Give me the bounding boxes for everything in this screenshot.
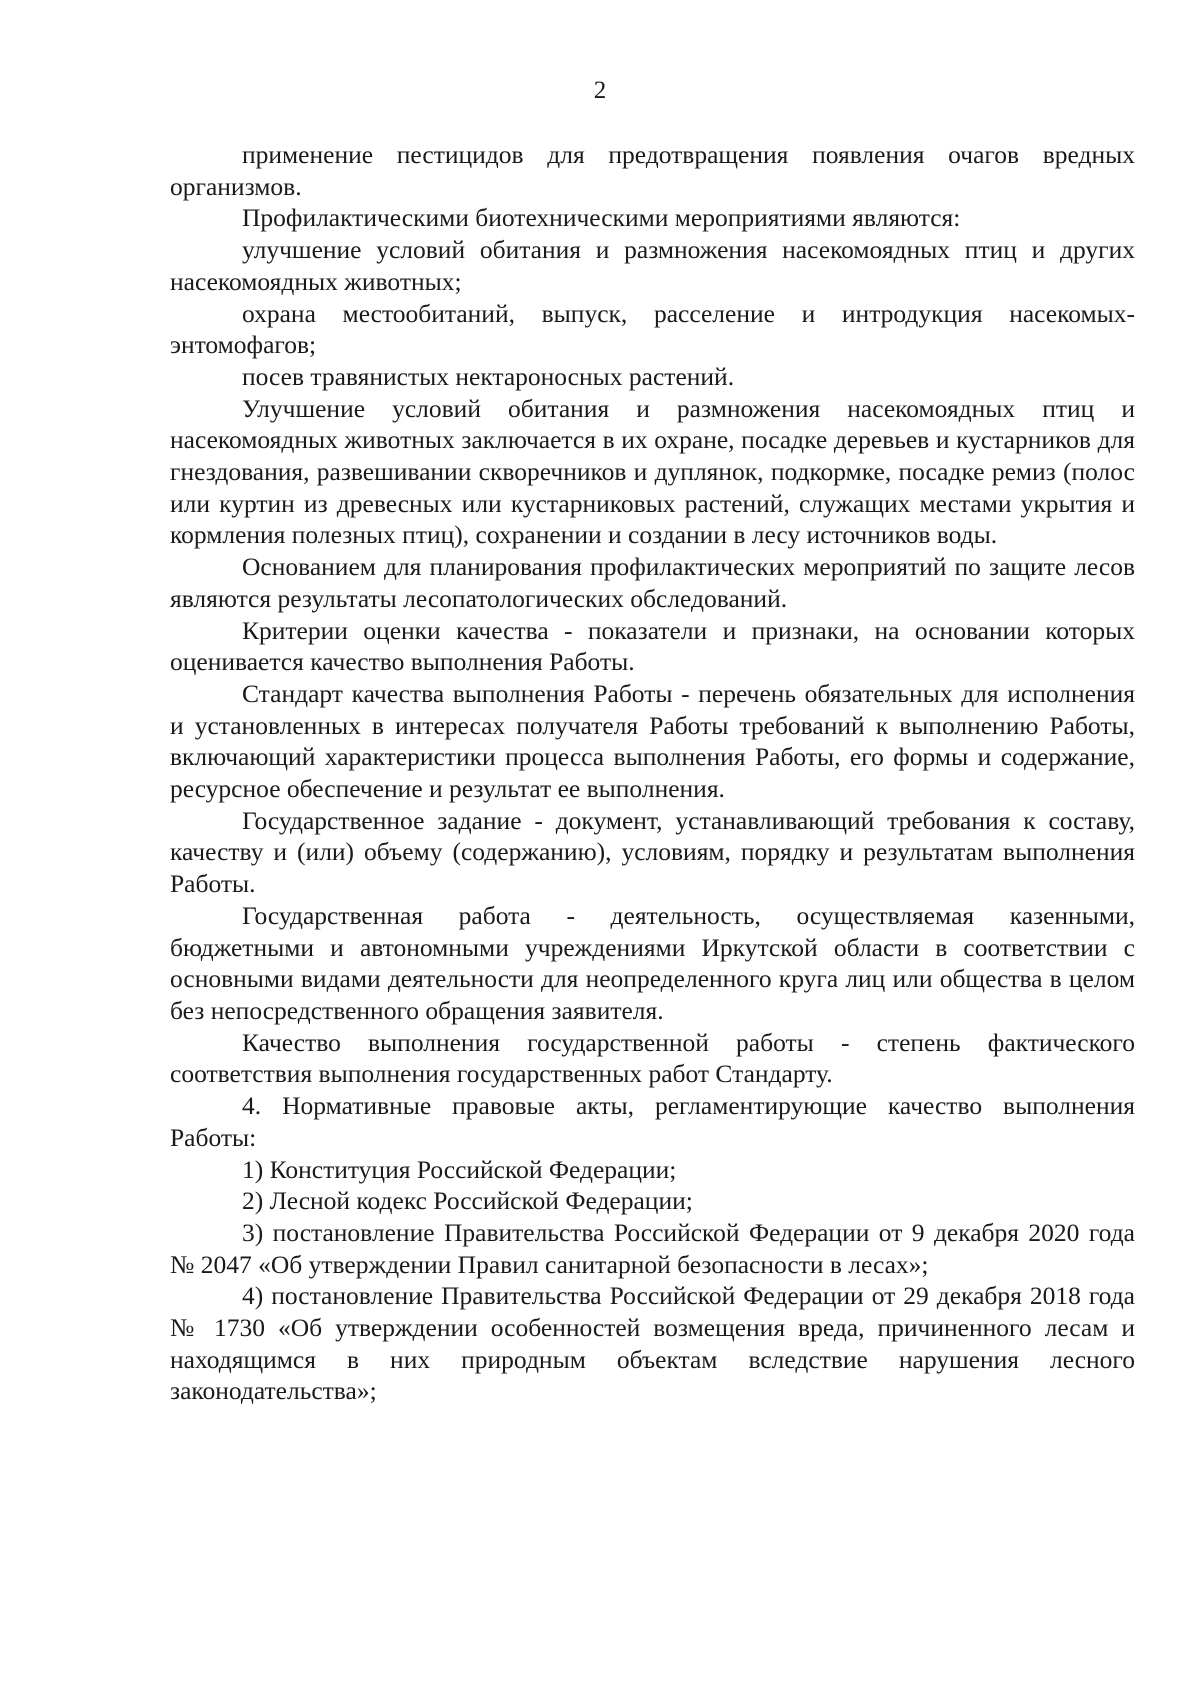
list-item-forest-code: 2) Лесной кодекс Российской Федерации; xyxy=(242,1186,693,1216)
paragraph-nectar-plants: посев травянистых нектароносных растений. xyxy=(242,361,735,391)
paragraph-work-quality: Качество выполнения государственной работы - степень фактического соответствия выполнения государственных работ Стандарту. xyxy=(170,1027,1135,1089)
page-number: 2 xyxy=(593,77,607,104)
list-item-constitution: 1) Конституция Российской Федерации; xyxy=(242,1154,677,1184)
paragraph-biotech-intro: Профилактическими биотехническими мероприятиями являются: xyxy=(242,203,961,233)
list-item-resolution-1730: 4) постановление Правительства Российской Федерации от 29 декабря 2018 года № 1730 «Об утверждении особенностей возмещения вреда, причиненного лесам и находящимся в них природным объектам вследствие нарушения лесного законодательства»; xyxy=(170,1281,1135,1406)
paragraph-state-assignment: Государственное задание - документ, устанавливающий требования к составу, качеству и (или) объему (содержанию), условиям, порядку и результатам выполнения Работы. xyxy=(170,805,1135,899)
paragraph-entomophages: охрана местообитаний, выпуск, расселение и интродукция насекомых-энтомофагов; xyxy=(170,298,1135,360)
list-item-resolution-2047: 3) постановление Правительства Российской Федерации от 9 декабря 2020 года № 2047 «Об утверждении Правил санитарной безопасности в лесах»; xyxy=(170,1217,1135,1279)
paragraph-birds-habitat: улучшение условий обитания и размножения насекомоядных птиц и других насекомоядных животных; xyxy=(170,235,1135,296)
paragraph-quality-criteria: Критерии оценки качества - показатели и признаки, на основании которых оценивается качество выполнения Работы. xyxy=(170,615,1135,677)
paragraph-state-work: Государственная работа - деятельность, осуществляемая казенными, бюджетными и автономными учреждениями Иркутской области в соответствии с основными видами деятельности для неопределенного круга лиц или общества в целом без непосредственного обращения заявителя. xyxy=(170,900,1135,1025)
paragraph-section-4: 4. Нормативные правовые акты, регламентирующие качество выполнения Работы: xyxy=(170,1091,1135,1152)
paragraph-habitat-improvement: Улучшение условий обитания и размножения насекомоядных птиц и насекомоядных животных заключается в их охране, посадке деревьев и кустарников для гнездования, развешивании скворечников и дуплянок, подкормке, посадке ремиз (полос или куртин из древесных или кустарниковых растений, служащих местами укрытия и кормления полезных птиц), сохранении и создании в лесу источников воды. xyxy=(170,393,1135,550)
document-body xyxy=(170,139,1135,1407)
paragraph-pesticides: применение пестицидов для предотвращения появления очагов вредных организмов. xyxy=(170,140,1135,201)
paragraph-planning-basis: Основанием для планирования профилактических мероприятий по защите лесов являются результаты лесопатологических обследований. xyxy=(170,552,1135,613)
paragraph-quality-standard: Стандарт качества выполнения Работы - перечень обязательных для исполнения и установленных в интересах получателя Работы требований к выполнению Работы, включающий характеристики процесса выполнения Работы, его формы и содержание, ресурсное обеспечение и результат ее выполнения. xyxy=(170,678,1135,804)
